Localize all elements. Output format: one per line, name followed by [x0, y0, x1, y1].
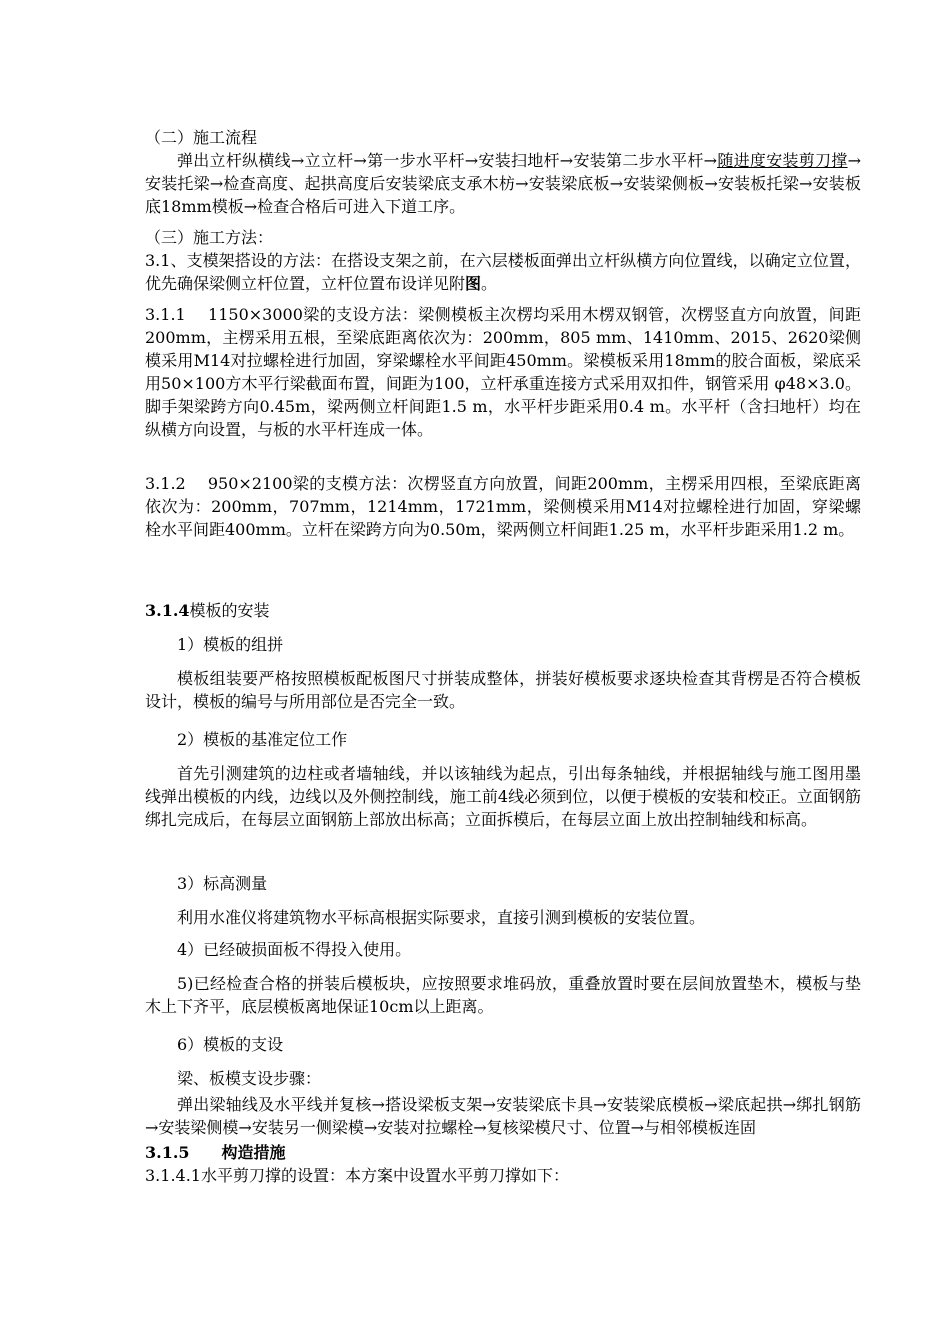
section-heading-construction-method: （三）施工方法： — [145, 228, 274, 247]
construction-flow-paragraph — [145, 149, 861, 218]
section-title-3-1-4: 模板的安装 — [189, 601, 270, 620]
section-number-3-1-5: 3.1.5 — [145, 1143, 190, 1162]
flow-text-a: 弹出立杆纵横线→立立杆→第一步水平杆→安装扫地杆→安装第二步水平杆→ — [177, 151, 718, 170]
item-1-title: 1）模板的组拼 — [177, 635, 284, 654]
item-2-body: 首先引测建筑的边柱或者墙轴线，并以该轴线为起点，引出每条轴线，并根据轴线与施工图用墨线弹出模板的内线，边线以及外侧控制线，施工前4线必须到位，以便于模板的安装和校正。立面钢筋绑扎完成后，在每层立面钢筋上部放出标高；立面拆模后，在每层立面上放出控制轴线和标高。 — [145, 764, 861, 829]
flow-text-b: →安装托梁→检查高度、起拱高度后安装梁底支承木枋→安装梁底板→安装梁侧板→安装板托梁→安装板底18mm模板→检查合格后可进入下道工序。 — [145, 151, 861, 216]
flow-text-underlined: 随进度安装剪刀撑 — [717, 151, 848, 170]
paragraph-3-1 — [145, 249, 861, 295]
section-title-3-1-5: 构造措施 — [221, 1143, 286, 1162]
paragraph-3-1-2: 3.1.2 950×2100梁的支模方法：次楞竖直方向放置，间距200mm，主楞采用四根，至梁底距离依次为：200mm，707mm，1214mm，1721mm，梁侧模采用M14对拉螺栓进行加固，穿梁螺栓水平间距400mm。立杆在梁跨方向为0.50m，梁两侧立杆间距1.25 m，水平杆步距采用1.2 m。 — [145, 474, 861, 539]
item-2-title: 2）模板的基准定位工作 — [177, 730, 348, 749]
item-6-title: 6）模板的支设 — [177, 1035, 284, 1054]
item-4: 4）已经破损面板不得投入使用。 — [177, 940, 412, 959]
paragraph-3-1-text: 3.1、支模架搭设的方法：在搭设支架之前，在六层楼板面弹出立杆纵横方向位置线，以确定立位置，优先确保梁侧立杆位置，立杆位置布设详见附 — [145, 251, 861, 293]
item-3-title: 3）标高测量 — [177, 874, 268, 893]
item-5: 5)已经检查合格的拼装后模板块，应按照要求堆码放，重叠放置时要在层间放置垫木，模板与垫木上下齐平，底层模板离地保证10cm以上距离。 — [145, 974, 861, 1016]
item-1-body: 模板组装要严格按照模板配板图尺寸拼装成整体，拼装好模板要求逐块检查其背楞是否符合模板设计，模板的编号与所用部位是否完全一致。 — [145, 669, 861, 711]
section-number-3-1-4: 3.1.4 — [145, 601, 190, 620]
item-3-body: 利用水准仪将建筑物水平标高根据实际要求，直接引测到模板的安装位置。 — [177, 908, 706, 927]
item-6-body: 弹出梁轴线及水平线并复核→搭设梁板支架→安装梁底卡具→安装梁底模板→梁底起拱→绑扎钢筋→安装梁侧模→安装另一侧梁模→安装对拉螺栓→复核梁模尺寸、位置→与相邻模板连固 — [145, 1095, 861, 1137]
section-heading-construction-flow: （二）施工流程 — [145, 128, 258, 147]
section-heading-3-1-4 — [145, 599, 861, 622]
figure-ref: 图 — [465, 274, 482, 293]
paragraph-3-1-4-1: 3.1.4.1水平剪刀撑的设置：本方案中设置水平剪刀撑如下： — [145, 1166, 569, 1185]
section-heading-3-1-5 — [145, 1141, 861, 1164]
paragraph-3-1-end: 。 — [481, 274, 498, 293]
paragraph-3-1-1: 3.1.1 1150×3000梁的支设方法：梁侧模板主次楞均采用木楞双钢管，次楞竖直方向放置，间距200mm，主楞采用五根，至梁底距离依次为：200mm，805 mm、1410mm、2015、2620梁侧模采用M14对拉螺栓进行加固，穿梁螺栓水平间距450mm。梁模板采用18mm的胶合面板，梁底采用50×100方木平行梁截面布置，间距为100，立杆承重连接方式采用双扣件，钢管采用 φ48×3.0。脚手架梁跨方向0.45m，梁两侧立杆间距1.5 m，水平杆步距采用0.4 m。水平杆（含扫地杆）均在纵横方向设置，与板的水平杆连成一体。 — [145, 305, 861, 439]
item-6-subtitle: 梁、板模支设步骤： — [177, 1069, 322, 1088]
